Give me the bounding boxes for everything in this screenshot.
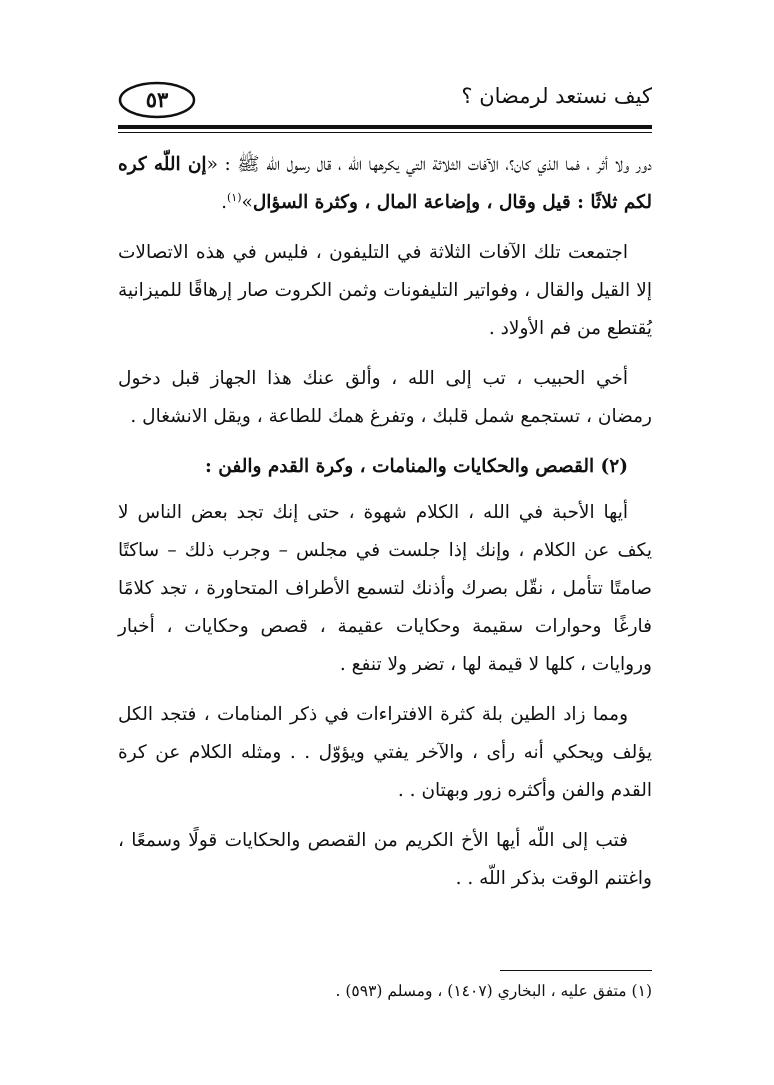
section-heading: (٢) القصص والحكايات والمنامات ، وكرة القدم والفن : bbox=[204, 456, 628, 477]
header-rule-thick bbox=[118, 125, 652, 129]
footnote bbox=[118, 978, 652, 1004]
footnote-reference[interactable]: (١) bbox=[226, 190, 242, 204]
quote-close: » bbox=[241, 192, 253, 213]
header-rule-thin bbox=[118, 132, 652, 133]
paragraph-2: اجتمعت تلك الآفات الثلاثة في التليفون ، فليس في هذه الاتصالات إلا القيل والقال ، وفواتير التليفونات وثمن الكروت صار إرهاقًا للميزانية يُقتطع من فم الأولاد . bbox=[118, 242, 652, 339]
paragraph-3: أخي الحبيب ، تب إلى الله ، وألق عنك هذا الجهاز قبل دخول رمضان ، تستجمع شمل قلبك ، وتفرغ همك للطاعة ، ويقل الانشغال . bbox=[118, 368, 652, 427]
page-body bbox=[118, 146, 652, 910]
running-header bbox=[118, 76, 652, 122]
paragraph-1 bbox=[118, 146, 652, 222]
paragraph-1-end: . bbox=[221, 192, 227, 213]
footnote-text: متفق عليه ، البخاري (١٤٠٧) ، ومسلم (٥٩٣) . bbox=[335, 982, 627, 1000]
paragraph-5: ومما زاد الطين بلة كثرة الافتراءات في ذكر المنامات ، فتجد الكل يؤلف ويحكي أنه رأى ، والآخر يفتي ويؤوّل . . ومثله الكلام عن كرة القدم والفن وأكثره زور وبهتان . . bbox=[118, 704, 652, 801]
paragraph-6: فتب إلى اللّه أيها الأخ الكريم من القصص والحكايات قولًا وسمعًا ، واغتنم الوقت بذكر اللّه . . bbox=[118, 830, 652, 889]
paragraph-1-text: دور ولا أثر ، فما الذي كان؟، الآفات الثلاثة التي يكرهها اللّه ، قال رسول الله ﷺ : « bbox=[206, 154, 652, 175]
paragraph-4: أيها الأحبة في الله ، الكلام شهوة ، حتى إنك تجد بعض الناس لا يكف عن الكلام ، وإنك إذا جلست في مجلس – وجرب ذلك – ساكتًا صامتًا تتأمل ، نقّل بصرك وأذنك لتسمع الأطراف المتحاورة ، تجد كلامًا فارغًا وحوارات سقيمة وحكايات عقيمة ، قصص وحكايات ، أخبار وروايات ، كلها لا قيمة لها ، تضر ولا تنفع . bbox=[118, 502, 652, 675]
footnote-marker: (١) bbox=[631, 982, 652, 1000]
footnote-separator bbox=[500, 970, 652, 971]
page-number: ٥٣ bbox=[145, 87, 169, 112]
hadith-quote: إن اللّه كره لكم ثلاثًا : قيل وقال ، وإضاعة المال ، وكثرة السؤال bbox=[118, 154, 652, 213]
chapter-title: كيف نستعد لرمضان ؟ bbox=[461, 84, 652, 108]
